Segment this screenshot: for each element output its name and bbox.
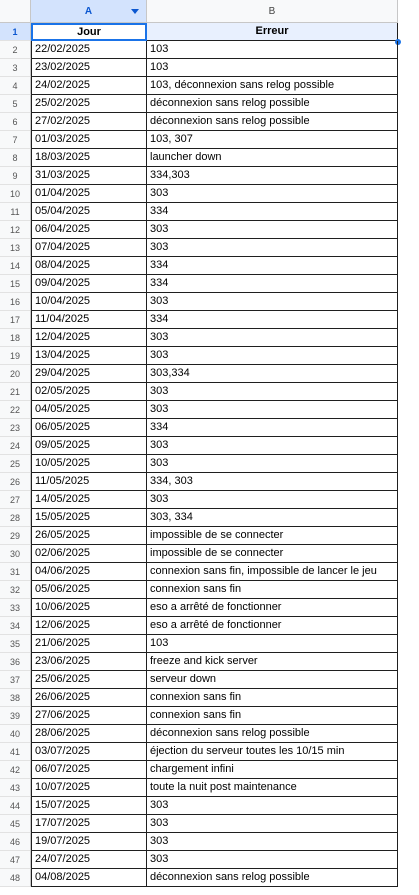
cell-erreur[interactable]: déconnexion sans relog possible xyxy=(147,869,398,887)
cell-erreur[interactable]: 334 xyxy=(147,257,398,275)
cell-erreur[interactable]: déconnexion sans relog possible xyxy=(147,725,398,743)
cell-jour[interactable]: 02/05/2025 xyxy=(31,383,147,401)
row-number[interactable]: 41 xyxy=(0,743,31,761)
cell-jour[interactable]: 24/07/2025 xyxy=(31,851,147,869)
row-number[interactable]: 14 xyxy=(0,257,31,275)
cell-erreur[interactable]: 303, 334 xyxy=(147,509,398,527)
cell-jour[interactable]: 07/04/2025 xyxy=(31,239,147,257)
row-number[interactable]: 32 xyxy=(0,581,31,599)
row-number[interactable]: 8 xyxy=(0,149,31,167)
table-row xyxy=(0,689,398,707)
table-row xyxy=(0,437,398,455)
filter-dropdown-icon[interactable] xyxy=(131,9,139,14)
cell-jour[interactable]: 02/06/2025 xyxy=(31,545,147,563)
cell-jour[interactable]: 18/03/2025 xyxy=(31,149,147,167)
row-number[interactable]: 33 xyxy=(0,599,31,617)
row-number[interactable]: 29 xyxy=(0,527,31,545)
row-number[interactable]: 44 xyxy=(0,797,31,815)
cell-erreur[interactable]: 303 xyxy=(147,401,398,419)
table-row xyxy=(0,527,398,545)
table-row xyxy=(0,167,398,185)
table-row xyxy=(0,797,398,815)
header-cell-erreur[interactable]: Erreur xyxy=(147,23,398,41)
row-number[interactable]: 10 xyxy=(0,185,31,203)
cell-erreur[interactable]: 103 xyxy=(147,41,398,59)
cell-jour[interactable]: 23/02/2025 xyxy=(31,59,147,77)
row-number[interactable]: 27 xyxy=(0,491,31,509)
table-row xyxy=(0,725,398,743)
table-row xyxy=(0,311,398,329)
table-row xyxy=(0,779,398,797)
cell-jour[interactable]: 25/02/2025 xyxy=(31,95,147,113)
cell-jour[interactable]: 11/05/2025 xyxy=(31,473,147,491)
table-row xyxy=(0,185,398,203)
cell-jour[interactable]: 17/07/2025 xyxy=(31,815,147,833)
cell-jour[interactable]: 27/06/2025 xyxy=(31,707,147,725)
table-row xyxy=(0,59,398,77)
row-number[interactable]: 24 xyxy=(0,437,31,455)
row-number[interactable]: 16 xyxy=(0,293,31,311)
row-number[interactable]: 15 xyxy=(0,275,31,293)
table-row xyxy=(0,581,398,599)
table-row xyxy=(0,563,398,581)
row-number[interactable]: 3 xyxy=(0,59,31,77)
cell-jour[interactable]: 09/04/2025 xyxy=(31,275,147,293)
table-row xyxy=(0,653,398,671)
cell-erreur[interactable]: 303 xyxy=(147,185,398,203)
cell-jour[interactable]: 24/02/2025 xyxy=(31,77,147,95)
cell-jour[interactable]: 01/03/2025 xyxy=(31,131,147,149)
cell-erreur[interactable]: 103, déconnexion sans relog possible xyxy=(147,77,398,95)
table-row xyxy=(0,761,398,779)
cell-jour[interactable]: 04/08/2025 xyxy=(31,869,147,887)
row-number[interactable]: 39 xyxy=(0,707,31,725)
table-row xyxy=(0,455,398,473)
row-number[interactable]: 17 xyxy=(0,311,31,329)
cell-jour[interactable]: 26/05/2025 xyxy=(31,527,147,545)
table-row xyxy=(0,671,398,689)
cell-jour[interactable]: 03/07/2025 xyxy=(31,743,147,761)
row-number[interactable]: 47 xyxy=(0,851,31,869)
table-row xyxy=(0,203,398,221)
cell-jour[interactable]: 29/04/2025 xyxy=(31,365,147,383)
row-number[interactable]: 11 xyxy=(0,203,31,221)
row-number[interactable]: 37 xyxy=(0,671,31,689)
cell-erreur[interactable]: 103, 307 xyxy=(147,131,398,149)
table-row xyxy=(0,707,398,725)
cell-erreur[interactable]: déconnexion sans relog possible xyxy=(147,113,398,131)
table-row xyxy=(0,833,398,851)
cell-erreur[interactable]: launcher down xyxy=(147,149,398,167)
cell-erreur[interactable]: chargement infini xyxy=(147,761,398,779)
cell-erreur[interactable]: 334 xyxy=(147,203,398,221)
row-number[interactable]: 25 xyxy=(0,455,31,473)
row-number[interactable]: 12 xyxy=(0,221,31,239)
table-row xyxy=(0,257,398,275)
table-row xyxy=(0,239,398,257)
cell-jour[interactable]: 31/03/2025 xyxy=(31,167,147,185)
table-row xyxy=(0,383,398,401)
cell-erreur[interactable]: impossible de se connecter xyxy=(147,545,398,563)
cell-erreur[interactable]: 334 xyxy=(147,275,398,293)
row-number[interactable]: 40 xyxy=(0,725,31,743)
table-row xyxy=(0,869,398,887)
cell-jour[interactable]: 27/02/2025 xyxy=(31,113,147,131)
row-number[interactable]: 36 xyxy=(0,653,31,671)
cell-erreur[interactable]: 303 xyxy=(147,833,398,851)
row-number[interactable]: 43 xyxy=(0,779,31,797)
cell-jour[interactable]: 11/04/2025 xyxy=(31,311,147,329)
cell-erreur[interactable]: 303 xyxy=(147,851,398,869)
row-number[interactable]: 13 xyxy=(0,239,31,257)
row-number[interactable]: 21 xyxy=(0,383,31,401)
row-number[interactable]: 38 xyxy=(0,689,31,707)
row-number[interactable]: 9 xyxy=(0,167,31,185)
cell-jour[interactable]: 12/04/2025 xyxy=(31,329,147,347)
cell-jour[interactable]: 05/06/2025 xyxy=(31,581,147,599)
select-all-corner[interactable] xyxy=(0,0,31,23)
row-number[interactable]: 23 xyxy=(0,419,31,437)
cell-erreur[interactable]: impossible de se connecter xyxy=(147,527,398,545)
cell-erreur[interactable]: 334,303 xyxy=(147,167,398,185)
cell-jour[interactable]: 25/06/2025 xyxy=(31,671,147,689)
cell-erreur[interactable]: déconnexion sans relog possible xyxy=(147,95,398,113)
table-row xyxy=(0,275,398,293)
row-number[interactable]: 34 xyxy=(0,617,31,635)
table-row xyxy=(0,419,398,437)
row-number[interactable]: 28 xyxy=(0,509,31,527)
cell-erreur[interactable]: connexion sans fin xyxy=(147,707,398,725)
table-row xyxy=(0,401,398,419)
cell-erreur[interactable]: connexion sans fin xyxy=(147,581,398,599)
cell-erreur[interactable]: 303 xyxy=(147,815,398,833)
table-row xyxy=(0,491,398,509)
column-letter: A xyxy=(84,5,93,17)
table-row xyxy=(0,545,398,563)
table-row xyxy=(0,617,398,635)
row-number[interactable]: 22 xyxy=(0,401,31,419)
table-row xyxy=(0,131,398,149)
cell-erreur[interactable]: serveur down xyxy=(147,671,398,689)
row-number[interactable]: 19 xyxy=(0,347,31,365)
table-row xyxy=(0,95,398,113)
table-row xyxy=(0,365,398,383)
table-row xyxy=(0,635,398,653)
column-letter: B xyxy=(268,5,276,17)
row-number[interactable]: 6 xyxy=(0,113,31,131)
cell-jour[interactable]: 06/05/2025 xyxy=(31,419,147,437)
row-number[interactable]: 26 xyxy=(0,473,31,491)
row-number[interactable]: 45 xyxy=(0,815,31,833)
table-row xyxy=(0,77,398,95)
row-number[interactable]: 35 xyxy=(0,635,31,653)
column-header-b[interactable] xyxy=(147,0,398,23)
cell-jour[interactable]: 13/04/2025 xyxy=(31,347,147,365)
cell-erreur[interactable]: 303 xyxy=(147,329,398,347)
cell-erreur[interactable]: 334 xyxy=(147,311,398,329)
table-row xyxy=(0,599,398,617)
header-row xyxy=(0,23,398,41)
table-row xyxy=(0,329,398,347)
cell-erreur[interactable]: 103 xyxy=(147,635,398,653)
cell-jour[interactable]: 26/06/2025 xyxy=(31,689,147,707)
cell-jour[interactable]: 04/05/2025 xyxy=(31,401,147,419)
cell-erreur[interactable]: 303,334 xyxy=(147,365,398,383)
cell-jour[interactable]: 05/04/2025 xyxy=(31,203,147,221)
cell-jour[interactable]: 21/06/2025 xyxy=(31,635,147,653)
table-row xyxy=(0,293,398,311)
row-number[interactable]: 18 xyxy=(0,329,31,347)
cell-jour[interactable]: 10/07/2025 xyxy=(31,779,147,797)
cell-jour[interactable]: 28/06/2025 xyxy=(31,725,147,743)
table-row xyxy=(0,851,398,869)
cell-erreur[interactable]: 103 xyxy=(147,59,398,77)
cell-jour[interactable]: 04/06/2025 xyxy=(31,563,147,581)
row-number[interactable]: 48 xyxy=(0,869,31,887)
cell-erreur[interactable]: connexion sans fin, impossible de lancer le jeu xyxy=(147,563,398,581)
cell-jour[interactable]: 06/04/2025 xyxy=(31,221,147,239)
cell-erreur[interactable]: 303 xyxy=(147,239,398,257)
cell-erreur[interactable]: 303 xyxy=(147,221,398,239)
cell-jour[interactable]: 10/05/2025 xyxy=(31,455,147,473)
table-row xyxy=(0,743,398,761)
cell-jour[interactable]: 10/04/2025 xyxy=(31,293,147,311)
row-number[interactable]: 5 xyxy=(0,95,31,113)
cell-erreur[interactable]: 303 xyxy=(147,797,398,815)
table-row xyxy=(0,347,398,365)
row-number[interactable]: 2 xyxy=(0,41,31,59)
cell-erreur[interactable]: eso a arrêté de fonctionner xyxy=(147,599,398,617)
table-row xyxy=(0,509,398,527)
row-number[interactable]: 46 xyxy=(0,833,31,851)
row-number[interactable]: 42 xyxy=(0,761,31,779)
column-header-a[interactable] xyxy=(31,0,147,23)
cell-erreur[interactable]: 303 xyxy=(147,383,398,401)
table-row xyxy=(0,473,398,491)
row-number[interactable]: 20 xyxy=(0,365,31,383)
row-number[interactable]: 30 xyxy=(0,545,31,563)
cell-jour[interactable]: 01/04/2025 xyxy=(31,185,147,203)
table-row xyxy=(0,221,398,239)
cell-erreur[interactable]: 303 xyxy=(147,437,398,455)
cell-erreur[interactable]: éjection du serveur toutes les 10/15 min xyxy=(147,743,398,761)
row-number[interactable]: 4 xyxy=(0,77,31,95)
cell-jour[interactable]: 09/05/2025 xyxy=(31,437,147,455)
cell-jour[interactable]: 14/05/2025 xyxy=(31,491,147,509)
cell-jour[interactable]: 08/04/2025 xyxy=(31,257,147,275)
cell-jour[interactable]: 06/07/2025 xyxy=(31,761,147,779)
cell-jour[interactable]: 19/07/2025 xyxy=(31,833,147,851)
cell-erreur[interactable]: freeze and kick server xyxy=(147,653,398,671)
table-row xyxy=(0,113,398,131)
cell-jour[interactable]: 15/07/2025 xyxy=(31,797,147,815)
table-row xyxy=(0,41,398,59)
table-row xyxy=(0,149,398,167)
row-number[interactable]: 1 xyxy=(0,23,31,41)
cell-erreur[interactable]: 303 xyxy=(147,293,398,311)
row-number[interactable]: 7 xyxy=(0,131,31,149)
cell-erreur[interactable]: 303 xyxy=(147,347,398,365)
cell-jour[interactable]: 23/06/2025 xyxy=(31,653,147,671)
cell-jour[interactable]: 15/05/2025 xyxy=(31,509,147,527)
header-cell-jour[interactable]: Jour xyxy=(31,23,147,41)
cell-erreur[interactable]: 334 xyxy=(147,419,398,437)
cell-erreur[interactable]: connexion sans fin xyxy=(147,689,398,707)
table-row xyxy=(0,815,398,833)
cell-jour[interactable]: 10/06/2025 xyxy=(31,599,147,617)
cell-erreur[interactable]: 334, 303 xyxy=(147,473,398,491)
cell-erreur[interactable]: 303 xyxy=(147,455,398,473)
cell-jour[interactable]: 12/06/2025 xyxy=(31,617,147,635)
cell-jour[interactable]: 22/02/2025 xyxy=(31,41,147,59)
cell-erreur[interactable]: toute la nuit post maintenance xyxy=(147,779,398,797)
cell-erreur[interactable]: eso a arrêté de fonctionner xyxy=(147,617,398,635)
cell-erreur[interactable]: 303 xyxy=(147,491,398,509)
row-number[interactable]: 31 xyxy=(0,563,31,581)
